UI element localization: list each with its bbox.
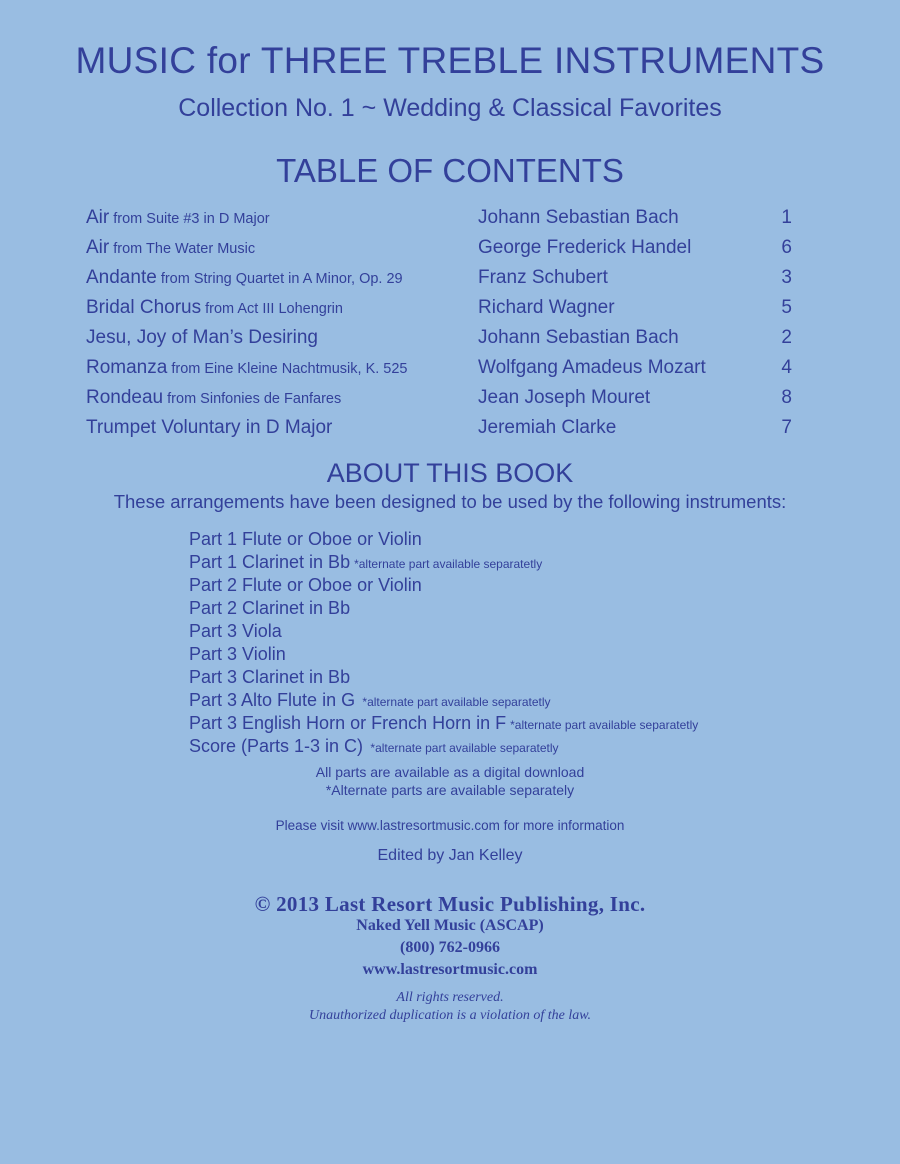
toc-composer: Jean Joseph Mouret [478, 387, 651, 408]
list-item [189, 712, 829, 735]
toc-page-number: 8 [781, 387, 792, 408]
toc-row [86, 353, 806, 383]
page-subtitle: Collection No. 1 ~ Wedding & Classical Favorites [178, 94, 722, 122]
list-item [189, 643, 829, 666]
toc-piece-title [86, 323, 318, 354]
about-heading: ABOUT THIS BOOK [326, 458, 574, 488]
toc-row [86, 383, 806, 413]
list-item [189, 689, 829, 712]
part-label: Part 3 Viola [189, 621, 282, 641]
part-label: Part 3 Clarinet in Bb [189, 667, 351, 687]
toc-piece-name: Trumpet Voluntary in D Major [86, 417, 333, 438]
toc-piece-name: Romanza [86, 357, 168, 378]
list-item [189, 666, 829, 689]
toc-heading: TABLE OF CONTENTS [276, 152, 624, 189]
list-item [189, 735, 829, 758]
part-note: *alternate part available separatetly [359, 695, 551, 709]
phone-number: (800) 762-0966 [400, 939, 500, 956]
toc-page-number: 6 [781, 237, 792, 258]
toc-page-number: 2 [781, 327, 792, 348]
editor-credit: Edited by Jan Kelley [377, 847, 523, 864]
toc-composer: George Frederick Handel [478, 237, 692, 258]
part-label: Part 3 Violin [189, 644, 286, 664]
toc-piece-source: from Suite #3 in D Major [109, 211, 270, 227]
toc-piece-title [86, 383, 341, 414]
toc-row [86, 323, 806, 353]
toc-piece-name: Jesu, Joy of Man’s Desiring [86, 327, 318, 348]
toc-piece-source: from The Water Music [109, 241, 256, 257]
copyright-line: © 2013 Last Resort Music Publishing, Inc. [254, 892, 646, 916]
toc-composer: Johann Sebastian Bach [478, 327, 679, 348]
part-label: Part 1 Flute or Oboe or Violin [189, 529, 422, 549]
part-note: *alternate part available separatetly [510, 718, 699, 732]
toc-row [86, 233, 806, 263]
toc-piece-source: from Act III Lohengrin [201, 301, 343, 317]
list-item [189, 551, 829, 574]
toc-composer: Richard Wagner [478, 297, 615, 318]
toc-piece-title [86, 263, 403, 294]
toc-composer: Franz Schubert [478, 267, 608, 288]
toc-composer: Johann Sebastian Bach [478, 207, 679, 228]
digital-download-note: All parts are available as a digital download [315, 764, 585, 780]
toc-piece-source: from Eine Kleine Nachtmusik, K. 525 [167, 361, 408, 377]
list-item [189, 574, 829, 597]
toc-piece-title [86, 353, 408, 384]
toc-piece-name: Air [86, 207, 110, 228]
part-note: *alternate part available separatetly [367, 741, 559, 755]
toc-composer: Jeremiah Clarke [478, 417, 617, 438]
toc-page-number: 1 [781, 207, 792, 228]
visit-website-note: Please visit www.lastresortmusic.com for more information [275, 818, 625, 833]
toc-piece-title [86, 413, 332, 444]
toc-row [86, 263, 806, 293]
toc-piece-source: from String Quartet in A Minor, Op. 29 [156, 271, 403, 287]
toc-piece-name: Air [86, 237, 110, 258]
about-intro: These arrangements have been designed to be used by the following instruments: [113, 491, 787, 512]
rights-reserved: All rights reserved. [396, 990, 504, 1005]
toc-page-number: 3 [781, 267, 792, 288]
toc-page-number: 4 [781, 357, 792, 378]
toc-piece-title [86, 203, 270, 234]
part-label: Part 2 Clarinet in Bb [189, 598, 351, 618]
list-item [189, 597, 829, 620]
list-item [189, 528, 829, 551]
toc-page-number: 7 [781, 417, 792, 438]
part-label: Score (Parts 1-3 in C) [189, 736, 364, 756]
imprint-line: Naked Yell Music (ASCAP) [356, 917, 544, 934]
toc-piece-name: Rondeau [86, 387, 164, 408]
part-note: *alternate part available separatetly [354, 557, 543, 571]
toc-piece-title [86, 293, 343, 324]
toc-piece-source: from Sinfonies de Fanfares [163, 391, 342, 407]
toc-piece-title [86, 233, 255, 264]
table-of-contents [86, 203, 806, 443]
part-label: Part 2 Flute or Oboe or Violin [189, 575, 422, 595]
toc-composer: Wolfgang Amadeus Mozart [478, 357, 706, 378]
toc-page-number: 5 [781, 297, 792, 318]
toc-piece-name: Andante [86, 267, 157, 288]
instrument-parts-list [189, 528, 829, 758]
toc-piece-name: Bridal Chorus [86, 297, 202, 318]
duplication-warning: Unauthorized duplication is a violation of the law. [308, 1008, 592, 1023]
list-item [189, 620, 829, 643]
toc-row [86, 203, 806, 233]
part-label: Part 3 Alto Flute in G [189, 690, 356, 710]
alternate-parts-note: *Alternate parts are available separately [325, 782, 575, 798]
part-label: Part 3 English Horn or French Horn in F [189, 713, 507, 733]
page-title: MUSIC for THREE TREBLE INSTRUMENTS [75, 40, 825, 81]
website-link[interactable]: www.lastresortmusic.com [362, 961, 538, 978]
toc-row [86, 413, 806, 443]
part-label: Part 1 Clarinet in Bb [189, 552, 351, 572]
toc-row [86, 293, 806, 323]
